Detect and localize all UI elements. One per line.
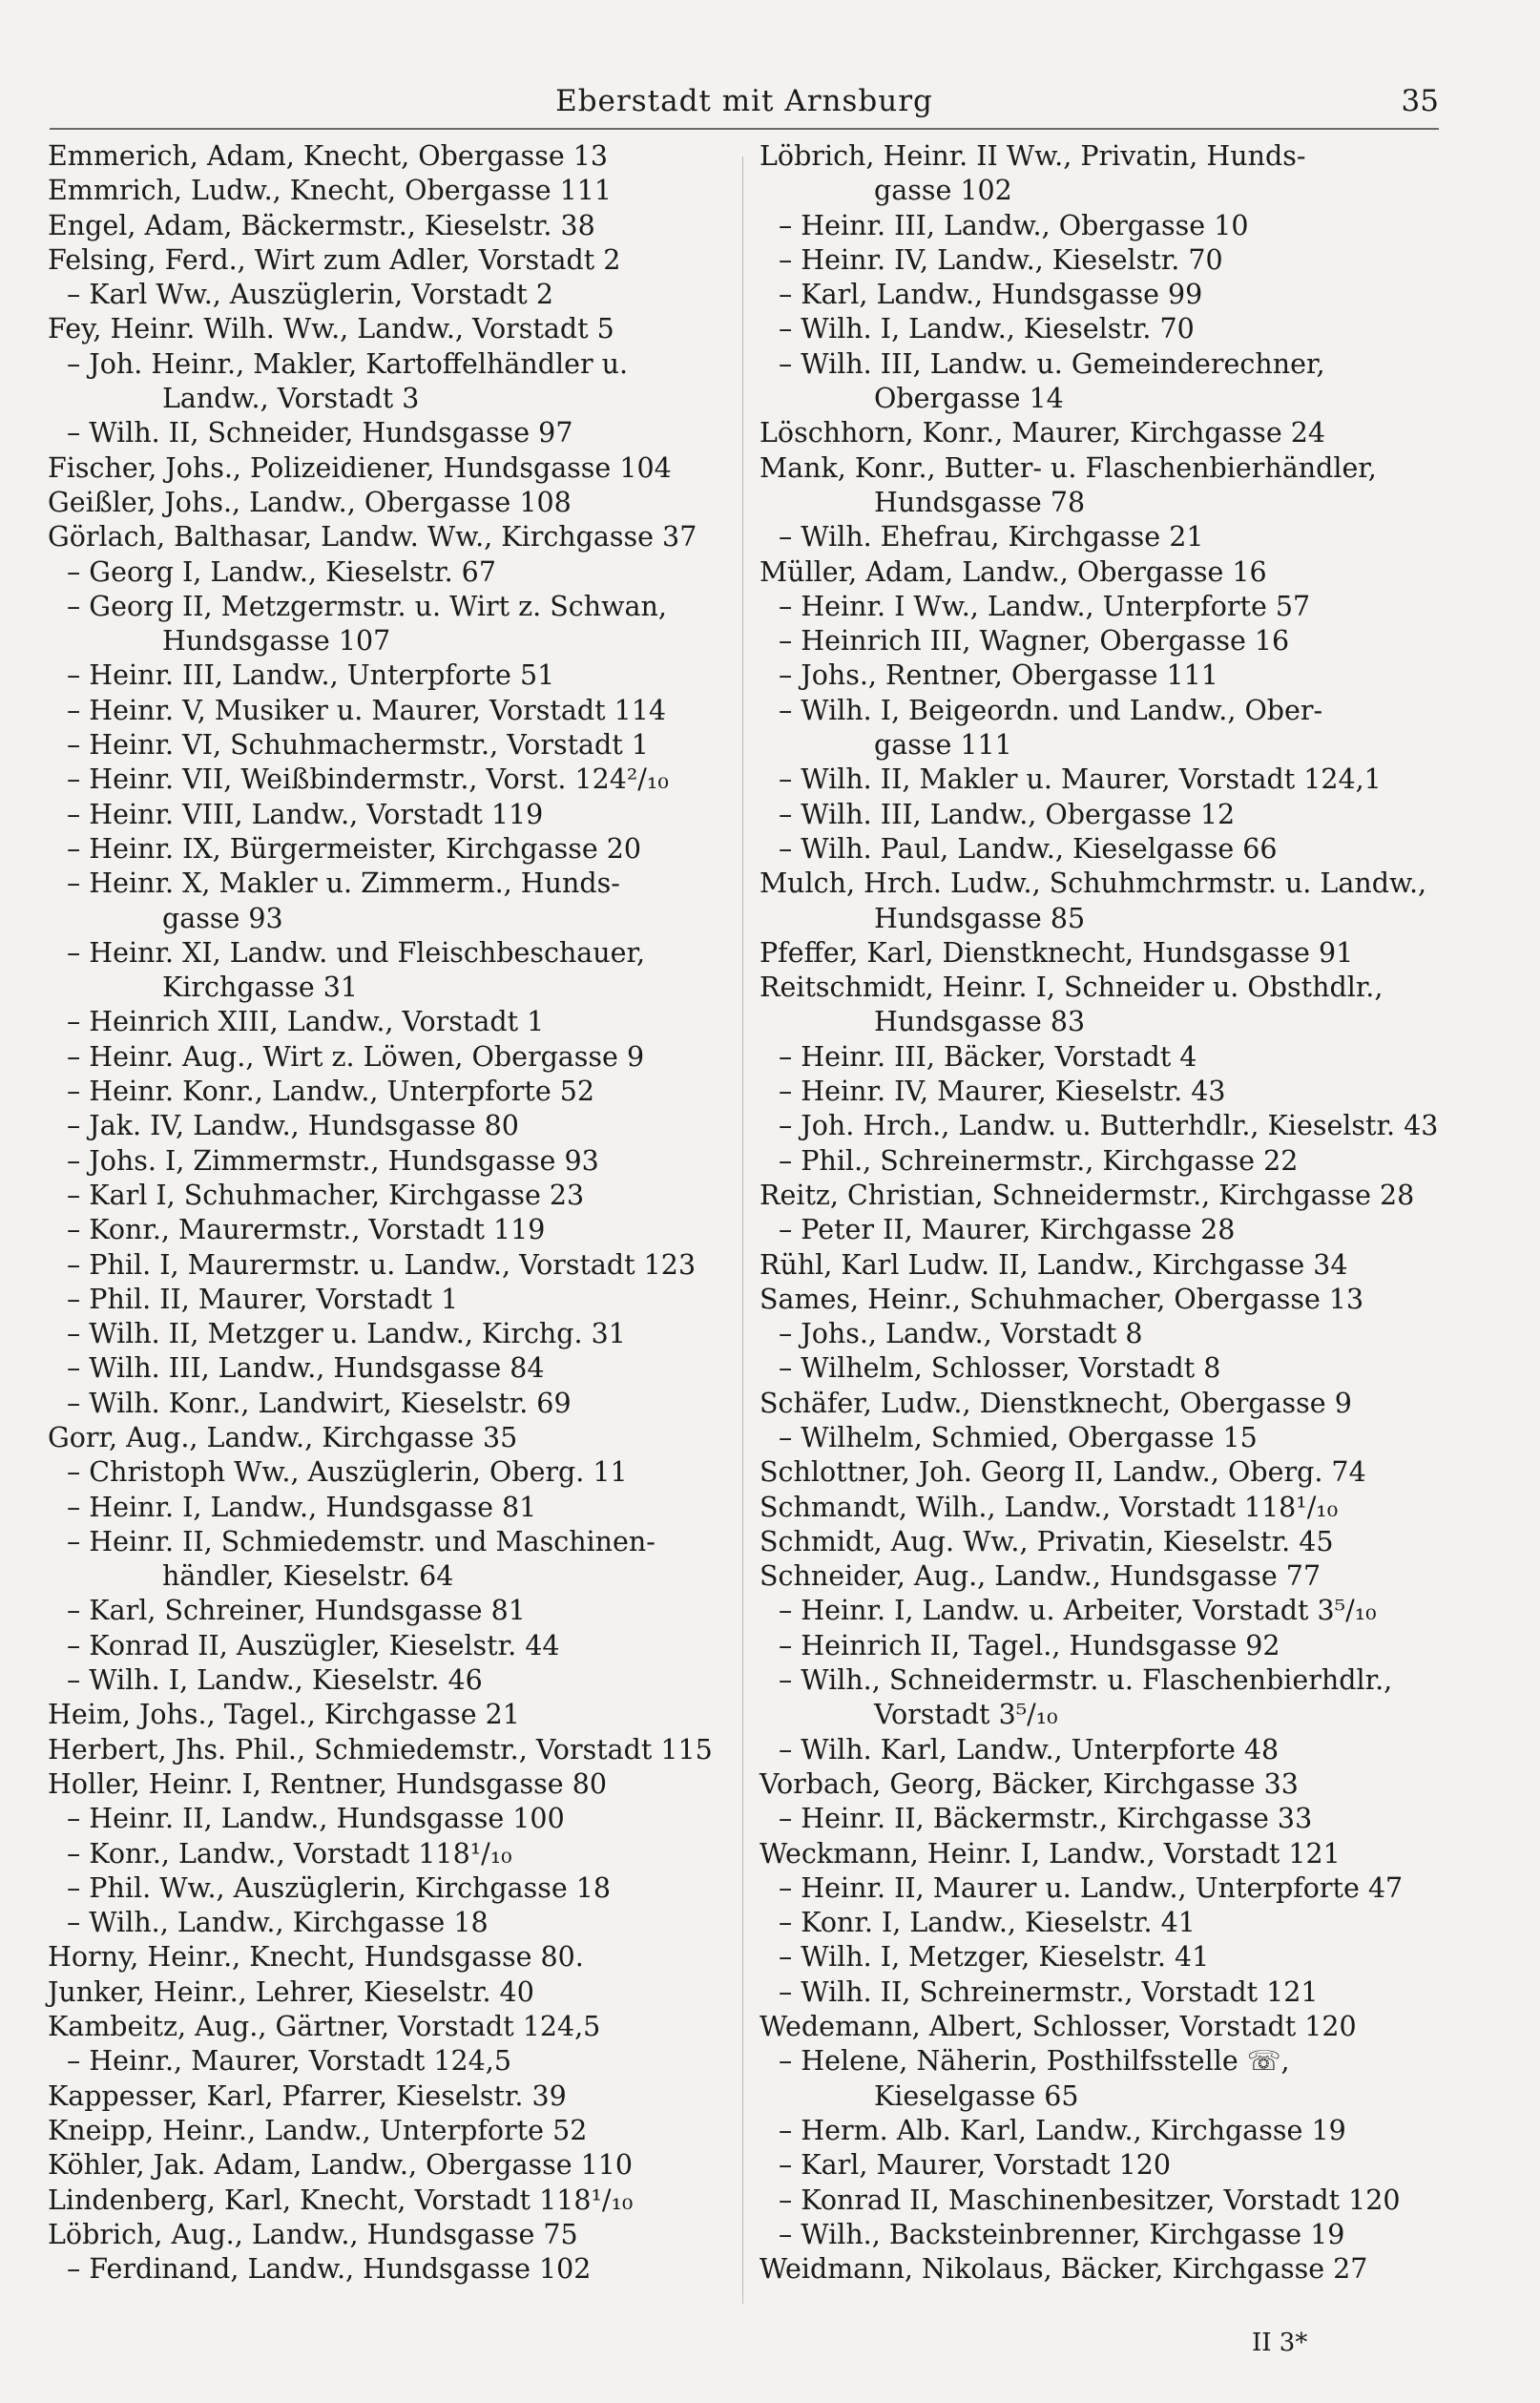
directory-entry: – Heinrich XIII, Landw., Vorstadt 1 (67, 1006, 545, 1038)
directory-entry: Weidmann, Nikolaus, Bäcker, Kirchgasse 27 (760, 2253, 1368, 2286)
directory-entry: – Heinr. X, Makler u. Zimmerm., Hunds- (67, 867, 620, 900)
directory-entry: – Wilh. III, Landw., Hundsgasse 84 (67, 1352, 545, 1385)
directory-entry: Herbert, Jhs. Phil., Schmiedemstr., Vorstadt 115 (48, 1733, 713, 1766)
directory-entry: – Helene, Näherin, Posthilfsstelle ☏, (779, 2045, 1290, 2078)
directory-entry: – Konr. I, Landw., Kieselstr. 41 (779, 1907, 1196, 1939)
directory-entry: – Karl I, Schuhmacher, Kirchgasse 23 (67, 1179, 585, 1211)
right-column (760, 139, 1446, 2287)
directory-entry: – Wilh. Ehefrau, Kirchgasse 21 (779, 521, 1204, 554)
directory-entry: Reitschmidt, Heinr. I, Schneider u. Obsthdlr., (760, 972, 1384, 1004)
directory-entry: Junker, Heinr., Lehrer, Kieselstr. 40 (48, 1975, 534, 2008)
directory-entry: – Wilhelm, Schmied, Obergasse 15 (779, 1421, 1258, 1453)
directory-entry: – Heinr. IV, Landw., Kieselstr. 70 (779, 243, 1223, 276)
directory-entry: – Heinr. I, Landw. u. Arbeiter, Vorstadt 3⁵/₁₀ (779, 1595, 1377, 1627)
directory-entry: – Heinr. IV, Maurer, Kieselstr. 43 (779, 1076, 1226, 1108)
directory-entry: – Heinr. III, Landw., Unterpforte 51 (67, 659, 555, 692)
directory-entry: – Heinr. IX, Bürgermeister, Kirchgasse 20 (67, 832, 642, 865)
directory-entry: – Wilh. Paul, Landw., Kieselgasse 66 (779, 832, 1278, 865)
directory-entry: – Joh. Heinr., Makler, Kartoffelhändler u. (67, 347, 629, 380)
directory-entry: – Heinr. XI, Landw. und Fleischbeschauer, (67, 936, 646, 969)
directory-entry: Kirchgasse 31 (162, 972, 359, 1004)
directory-entry: – Wilh. I, Landw., Kieselstr. 46 (67, 1664, 483, 1697)
directory-entry: – Wilh. I, Metzger, Kieselstr. 41 (779, 1941, 1210, 1974)
directory-entry: – Konr., Maurermstr., Vorstadt 119 (67, 1214, 546, 1246)
directory-entry: – Phil. II, Maurer, Vorstadt 1 (67, 1283, 459, 1315)
page-header (50, 69, 1439, 130)
directory-entry: Gorr, Aug., Landw., Kirchgasse 35 (48, 1421, 518, 1453)
directory-entry: Emmrich, Ludw., Knecht, Obergasse 111 (48, 175, 613, 207)
directory-entry: – Heinr. II, Schmiedemstr. und Maschinen- (67, 1525, 656, 1557)
directory-entry: Kneipp, Heinr., Landw., Unterpforte 52 (48, 2114, 588, 2146)
directory-entry: Horny, Heinr., Knecht, Hundsgasse 80. (48, 1941, 584, 1974)
directory-entry: Landw., Vorstadt 3 (162, 383, 420, 415)
directory-entry: Kieselgasse 65 (874, 2079, 1079, 2112)
directory-entry: Schäfer, Ludw., Dienstknecht, Obergasse 9 (760, 1387, 1352, 1419)
directory-entry: – Georg I, Landw., Kieselstr. 67 (67, 555, 496, 588)
directory-entry: Köhler, Jak. Adam, Landw., Obergasse 110 (48, 2149, 634, 2182)
directory-entry: Engel, Adam, Bäckermstr., Kieselstr. 38 (48, 209, 595, 241)
directory-entry: – Wilh. Konr., Landwirt, Kieselstr. 69 (67, 1387, 572, 1419)
directory-entry: Lindenberg, Karl, Knecht, Vorstadt 118¹/₁₀ (48, 2184, 634, 2216)
left-column (48, 139, 735, 2287)
directory-entry: Schmidt, Aug. Ww., Privatin, Kieselstr. 45 (760, 1525, 1334, 1557)
directory-entry: – Wilh. Karl, Landw., Unterpforte 48 (779, 1733, 1280, 1766)
directory-entry: – Wilh. II, Makler u. Maurer, Vorstadt 124,1 (779, 763, 1382, 796)
directory-entry: Reitz, Christian, Schneidermstr., Kirchgasse 28 (760, 1179, 1415, 1211)
directory-entry: – Karl, Maurer, Vorstadt 120 (779, 2149, 1172, 2182)
directory-entry: – Heinr. III, Bäcker, Vorstadt 4 (779, 1040, 1197, 1073)
directory-entry: – Heinr. VI, Schuhmachermstr., Vorstadt 1 (67, 729, 649, 762)
directory-entry: – Joh. Hrch., Landw. u. Butterhdlr., Kieselstr. 43 (779, 1110, 1439, 1142)
directory-entry: – Heinr. Aug., Wirt z. Löwen, Obergasse 9 (67, 1040, 645, 1073)
directory-entry: – Heinr., Maurer, Vorstadt 124,5 (67, 2045, 511, 2078)
directory-entry: Heim, Johs., Tagel., Kirchgasse 21 (48, 1699, 520, 1731)
directory-entry: – Jak. IV, Landw., Hundsgasse 80 (67, 1110, 519, 1142)
directory-entry: – Heinrich II, Tagel., Hundsgasse 92 (779, 1629, 1280, 1661)
directory-entry: – Wilh. III, Landw. u. Gemeinderechner, (779, 347, 1325, 380)
directory-entry: Görlach, Balthasar, Landw. Ww., Kirchgasse 37 (48, 521, 697, 554)
directory-entry: Kappesser, Karl, Pfarrer, Kieselstr. 39 (48, 2079, 567, 2112)
directory-entry: Emmerich, Adam, Knecht, Obergasse 13 (48, 140, 609, 172)
directory-entry: Weckmann, Heinr. I, Landw., Vorstadt 121 (760, 1837, 1341, 1870)
directory-entry: – Konr., Landw., Vorstadt 118¹/₁₀ (67, 1837, 512, 1870)
directory-entry: – Peter II, Maurer, Kirchgasse 28 (779, 1214, 1236, 1246)
directory-entry: Pfeffer, Karl, Dienstknecht, Hundsgasse 91 (760, 936, 1354, 969)
column-divider (742, 157, 743, 2304)
directory-entry: Schneider, Aug., Landw., Hundsgasse 77 (760, 1560, 1321, 1593)
directory-entry: Obergasse 14 (874, 383, 1064, 415)
directory-entry: – Wilh. II, Schreinermstr., Vorstadt 121 (779, 1975, 1319, 2008)
directory-entry: – Wilh., Landw., Kirchgasse 18 (67, 1907, 489, 1939)
directory-entry: Löbrich, Heinr. II Ww., Privatin, Hunds- (760, 140, 1306, 172)
directory-entry: gasse 93 (162, 902, 283, 934)
directory-entry: Kambeitz, Aug., Gärtner, Vorstadt 124,5 (48, 2011, 601, 2043)
directory-entry: – Christoph Ww., Auszüglerin, Oberg. 11 (67, 1456, 628, 1489)
directory-entry: Fischer, Johs., Polizeidiener, Hundsgasse 104 (48, 451, 672, 484)
directory-entry: – Karl, Schreiner, Hundsgasse 81 (67, 1595, 526, 1627)
directory-entry: Felsing, Ferd., Wirt zum Adler, Vorstadt 2 (48, 243, 621, 276)
directory-entry: – Wilhelm, Schlosser, Vorstadt 8 (779, 1352, 1221, 1385)
directory-entry: – Wilh., Schneidermstr. u. Flaschenbierhdlr., (779, 1664, 1393, 1697)
directory-entry: – Herm. Alb. Karl, Landw., Kirchgasse 19 (779, 2114, 1346, 2146)
directory-entry: – Heinr. II, Landw., Hundsgasse 100 (67, 1803, 565, 1835)
directory-entry: gasse 102 (874, 175, 1012, 207)
directory-entry: – Ferdinand, Landw., Hundsgasse 102 (67, 2253, 592, 2286)
page-number: 35 (1401, 84, 1439, 118)
directory-entry: gasse 111 (874, 729, 1012, 762)
directory-entry: – Konrad II, Auszügler, Kieselstr. 44 (67, 1629, 560, 1661)
directory-entry: Hundsgasse 78 (874, 486, 1086, 518)
directory-entry: Wedemann, Albert, Schlosser, Vorstadt 120 (760, 2011, 1357, 2043)
directory-entry: – Georg II, Metzgermstr. u. Wirt z. Schwan, (67, 590, 667, 622)
directory-entry: – Heinr. I, Landw., Hundsgasse 81 (67, 1491, 537, 1523)
directory-entry: Sames, Heinr., Schuhmacher, Obergasse 13 (760, 1283, 1364, 1315)
directory-entry: – Wilh. I, Beigeordn. und Landw., Ober- (779, 694, 1323, 726)
directory-entry: – Heinr. VII, Weißbindermstr., Vorst. 124²/₁₀ (67, 763, 669, 796)
directory-entry: – Wilh., Backsteinbrenner, Kirchgasse 19 (779, 2218, 1345, 2250)
directory-entry: Holler, Heinr. I, Rentner, Hundsgasse 80 (48, 1767, 607, 1800)
directory-entry: Hundsgasse 107 (162, 625, 391, 658)
directory-entry: Fey, Heinr. Wilh. Ww., Landw., Vorstadt 5 (48, 313, 614, 345)
directory-entry: Mank, Konr., Butter- u. Flaschenbierhändler, (760, 451, 1377, 484)
directory-entry: – Johs., Landw., Vorstadt 8 (779, 1318, 1143, 1350)
directory-entry: Mulch, Hrch. Ludw., Schuhmchrmstr. u. Landw., (760, 867, 1427, 900)
directory-entry: – Johs. I, Zimmermstr., Hundsgasse 93 (67, 1144, 599, 1177)
directory-entry: – Wilh. II, Schneider, Hundsgasse 97 (67, 417, 573, 449)
directory-entry: Geißler, Johs., Landw., Obergasse 108 (48, 486, 572, 518)
directory-entry: Vorstadt 3⁵/₁₀ (874, 1699, 1058, 1731)
directory-entry: – Heinr. Konr., Landw., Unterpforte 52 (67, 1076, 595, 1108)
directory-entry: – Wilh. II, Metzger u. Landw., Kirchg. 31 (67, 1318, 626, 1350)
directory-entry: – Konrad II, Maschinenbesitzer, Vorstadt 120 (779, 2184, 1401, 2216)
directory-entry: Rühl, Karl Ludw. II, Landw., Kirchgasse 34 (760, 1248, 1348, 1281)
directory-entry: – Karl Ww., Auszüglerin, Vorstadt 2 (67, 279, 553, 311)
directory-entry: Schlottner, Joh. Georg II, Landw., Oberg. 74 (760, 1456, 1366, 1489)
sheet-signature: II 3* (1252, 2329, 1308, 2357)
directory-entry: – Phil. I, Maurermstr. u. Landw., Vorstadt 123 (67, 1248, 697, 1281)
directory-entry: – Phil., Schreinermstr., Kirchgasse 22 (779, 1144, 1299, 1177)
directory-entry: – Phil. Ww., Auszüglerin, Kirchgasse 18 (67, 1871, 612, 1904)
directory-entry: – Heinrich III, Wagner, Obergasse 16 (779, 625, 1290, 658)
directory-entry: Löschhorn, Konr., Maurer, Kirchgasse 24 (760, 417, 1326, 449)
directory-entry: Löbrich, Aug., Landw., Hundsgasse 75 (48, 2218, 578, 2250)
directory-entry: – Heinr. I Ww., Landw., Unterpforte 57 (779, 590, 1311, 622)
directory-entry: – Karl, Landw., Hundsgasse 99 (779, 279, 1203, 311)
directory-entry: – Heinr. III, Landw., Obergasse 10 (779, 209, 1249, 241)
directory-entry: Vorbach, Georg, Bäcker, Kirchgasse 33 (760, 1767, 1299, 1800)
directory-entry: – Heinr. II, Maurer u. Landw., Unterpforte 47 (779, 1871, 1404, 1904)
directory-entry: Müller, Adam, Landw., Obergasse 16 (760, 555, 1267, 588)
directory-entry: Schmandt, Wilh., Landw., Vorstadt 118¹/₁₀ (760, 1491, 1339, 1523)
directory-entry: – Heinr. II, Bäckermstr., Kirchgasse 33 (779, 1803, 1313, 1835)
directory-entry: händler, Kieselstr. 64 (162, 1560, 454, 1593)
directory-entry: – Johs., Rentner, Obergasse 111 (779, 659, 1218, 692)
page-title: Eberstadt mit Arnsburg (555, 84, 933, 118)
directory-entry: – Wilh. I, Landw., Kieselstr. 70 (779, 313, 1195, 345)
directory-entry: Hundsgasse 83 (874, 1006, 1086, 1038)
directory-entry: Hundsgasse 85 (874, 902, 1086, 934)
directory-entry: – Wilh. III, Landw., Obergasse 12 (779, 798, 1236, 830)
directory-entry: – Heinr. VIII, Landw., Vorstadt 119 (67, 798, 544, 830)
directory-entry: – Heinr. V, Musiker u. Maurer, Vorstadt 114 (67, 694, 667, 726)
